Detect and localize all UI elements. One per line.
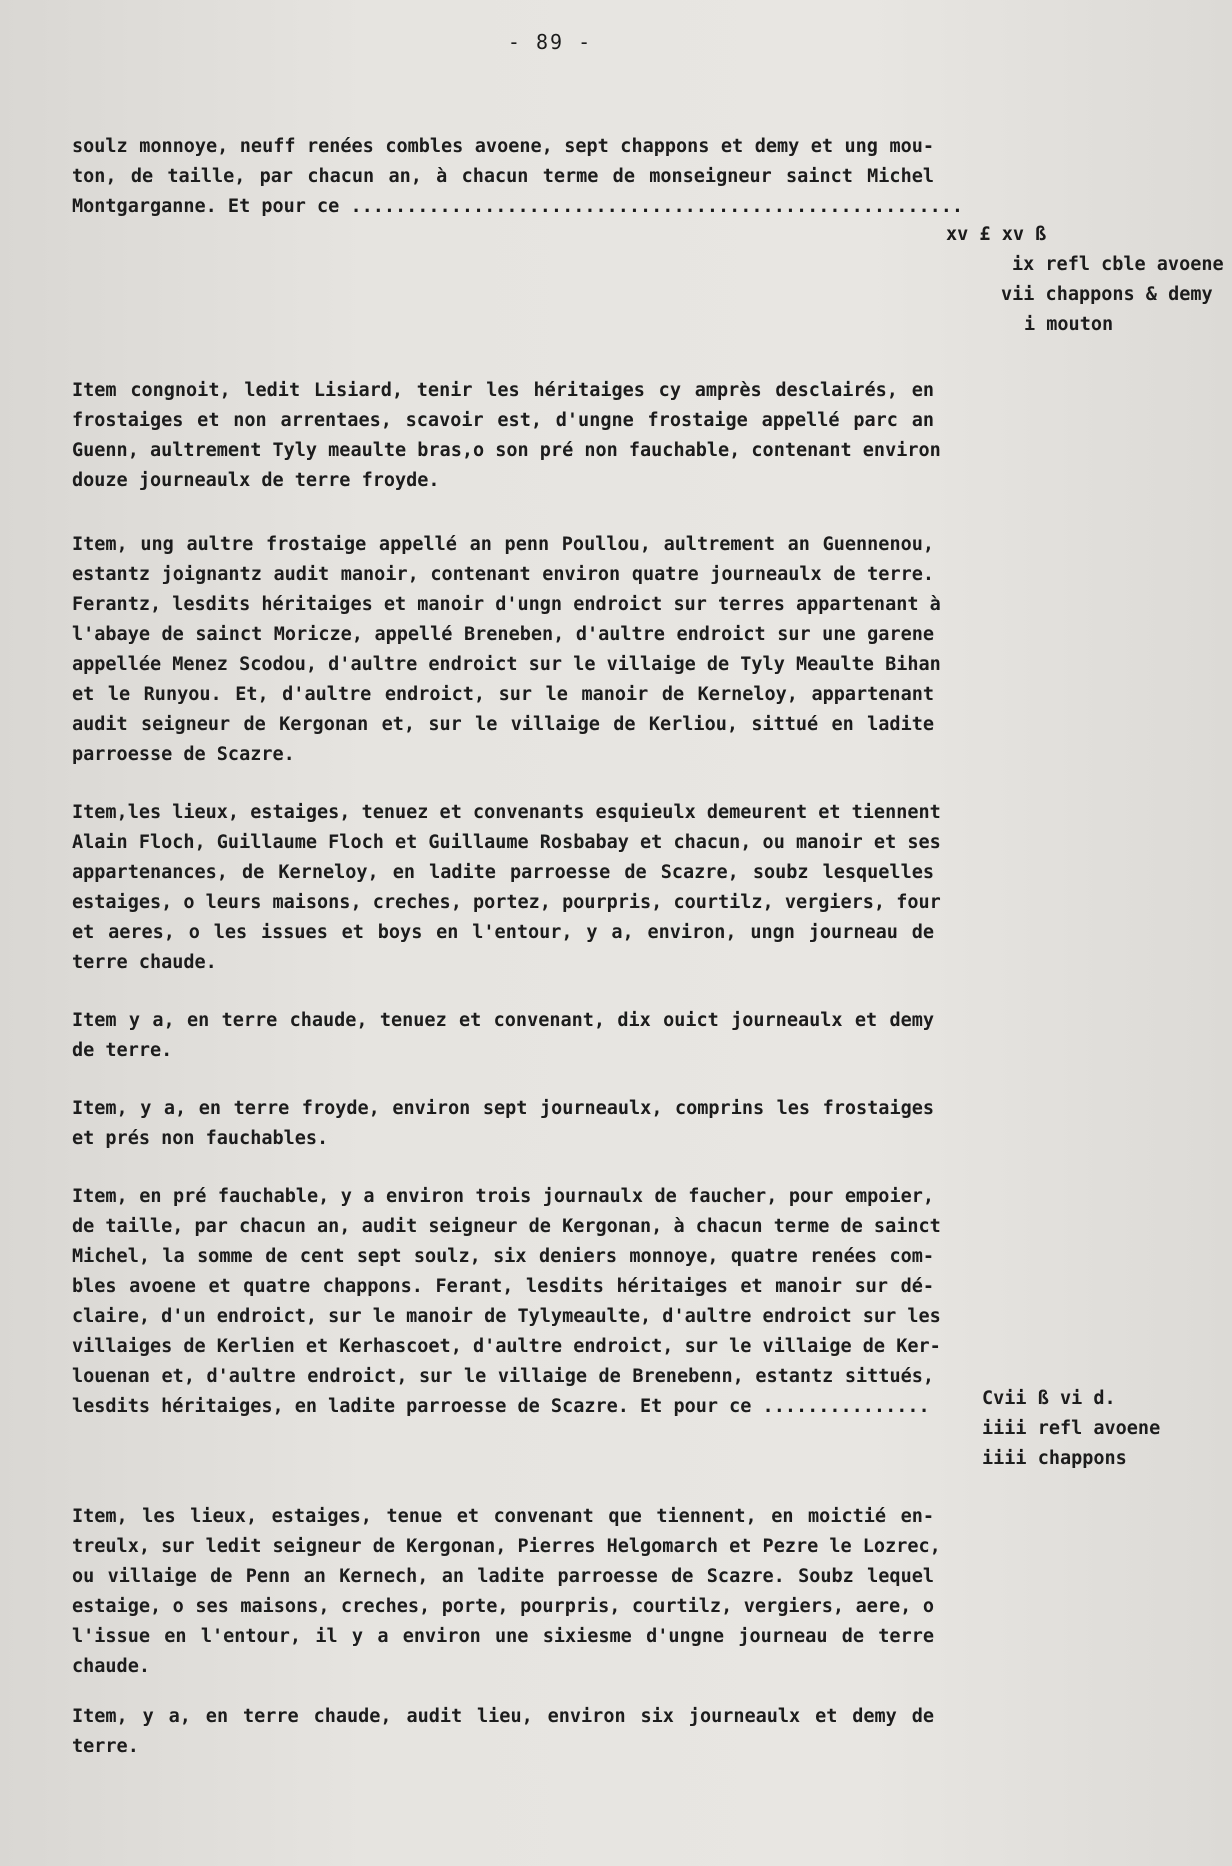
paragraph xyxy=(72,376,941,496)
text-line: l'abaye de sainct Moricze, appellé Breneben, d'aultre endroict sur une garene xyxy=(72,624,934,645)
text-line: terre chaude. xyxy=(72,952,217,973)
text-line: Item, y a, en terre chaude, audit lieu, environ six journeaulx et demy de xyxy=(72,1706,934,1727)
paragraph xyxy=(72,132,964,222)
margin-note xyxy=(982,1384,1160,1474)
paragraph xyxy=(72,1502,941,1682)
text-line: treulx, sur ledit seigneur de Kergonan, Pierres Helgomarch et Pezre le Lozrec, xyxy=(72,1536,941,1557)
page-number: - 89 - xyxy=(507,30,593,54)
text-line: estaige, o ses maisons, creches, porte, pourpris, courtilz, vergiers, aere, o xyxy=(72,1596,934,1617)
text-line: appartenances, de Kerneloy, en ladite parroesse de Scazre, soubz lesquelles xyxy=(72,862,934,883)
text-line: de taille, par chacun an, audit seigneur de Kergonan, à chacun terme de sainct xyxy=(72,1216,941,1237)
paragraph xyxy=(72,1702,934,1762)
text-line: estaiges, o leurs maisons, creches, portez, pourpris, courtilz, vergiers, four xyxy=(72,892,941,913)
margin-line: xv £ xv ß xyxy=(946,224,1047,245)
text-line: Ferantz, lesdits héritaiges et manoir d'ungn endroict sur terres appartenant à xyxy=(72,594,941,615)
text-line: Montgarganne. Et pour ce ....................................................... xyxy=(72,196,964,217)
margin-line: ix refl cble avoene xyxy=(1012,254,1224,275)
text-line: et aeres, o les issues et boys en l'entour, y a, environ, ungn journeau de xyxy=(72,922,934,943)
text-line: Item y a, en terre chaude, tenuez et convenant, dix ouict journeaulx et demy xyxy=(72,1010,934,1031)
text-line: lesdits héritaiges, en ladite parroesse de Scazre. Et pour ce ............... xyxy=(72,1396,930,1417)
text-line: Alain Floch, Guillaume Floch et Guillaume Rosbabay et chacun, ou manoir et ses xyxy=(72,832,941,853)
text-line: de terre. xyxy=(72,1040,173,1061)
text-line: soulz monnoye, neuff renées combles avoene, sept chappons et demy et ung mou- xyxy=(72,136,934,157)
text-line: douze journeaulx de terre froyde. xyxy=(72,470,440,491)
text-line: ou villaige de Penn an Kernech, an ladite parroesse de Scazre. Soubz lequel xyxy=(72,1566,934,1587)
text-line: louenan et, d'aultre endroict, sur le villaige de Brenebenn, estantz sittués, xyxy=(72,1366,934,1387)
paragraph xyxy=(72,530,941,770)
text-line: et le Runyou. Et, d'aultre endroict, sur le manoir de Kerneloy, appartenant xyxy=(72,684,934,705)
text-line: chaude. xyxy=(72,1656,150,1677)
text-line: terre. xyxy=(72,1736,139,1757)
margin-line: iiii chappons xyxy=(982,1448,1127,1469)
margin-line: vii chappons & demy xyxy=(1001,284,1213,305)
text-line: Item, y a, en terre froyde, environ sept journeaulx, comprins les frostaiges xyxy=(72,1098,934,1119)
text-line: l'issue en l'entour, il y a environ une sixiesme d'ungne journeau de terre xyxy=(72,1626,934,1647)
text-line: estantz joignantz audit manoir, contenant environ quatre journeaulx de terre. xyxy=(72,564,934,585)
margin-line: i mouton xyxy=(1024,314,1114,335)
margin-line: Cvii ß vi d. xyxy=(982,1388,1116,1409)
text-line: Guenn, aultrement Tyly meaulte bras,o son pré non fauchable, contenant environ xyxy=(72,440,941,461)
text-line: audit seigneur de Kergonan et, sur le villaige de Kerliou, sittué en ladite xyxy=(72,714,934,735)
text-line: Item, ung aultre frostaige appellé an penn Poullou, aultrement an Guennenou, xyxy=(72,534,934,555)
text-line: villaiges de Kerlien et Kerhascoet, d'aultre endroict, sur le villaige de Ker- xyxy=(72,1336,941,1357)
text-line: claire, d'un endroict, sur le manoir de Tylymeaulte, d'aultre endroict sur les xyxy=(72,1306,941,1327)
paragraph xyxy=(72,1006,934,1066)
text-line: ton, de taille, par chacun an, à chacun terme de monseigneur sainct Michel xyxy=(72,166,934,187)
paragraph xyxy=(72,1094,934,1154)
margin-note xyxy=(946,220,1224,340)
text-line: appellée Menez Scodou, d'aultre endroict sur le villaige de Tyly Meaulte Bihan xyxy=(72,654,941,675)
paragraph xyxy=(72,1182,941,1422)
paragraph xyxy=(72,798,941,978)
text-line: Michel, la somme de cent sept soulz, six deniers monnoye, quatre renées com- xyxy=(72,1246,934,1267)
text-line: Item,les lieux, estaiges, tenuez et convenants esquieulx demeurent et tiennent xyxy=(72,802,941,823)
text-line: Item, en pré fauchable, y a environ trois journaulx de faucher, pour empoier, xyxy=(72,1186,934,1207)
text-line: Item, les lieux, estaiges, tenue et convenant que tiennent, en moictié en- xyxy=(72,1506,934,1527)
margin-line: iiii refl avoene xyxy=(982,1418,1161,1439)
text-line: frostaiges et non arrentaes, scavoir est, d'ungne frostaige appellé parc an xyxy=(72,410,934,431)
text-line: parroesse de Scazre. xyxy=(72,744,295,765)
text-line: et prés non fauchables. xyxy=(72,1128,329,1149)
text-line: bles avoene et quatre chappons. Ferant, lesdits héritaiges et manoir sur dé- xyxy=(72,1276,934,1297)
text-line: Item congnoit, ledit Lisiard, tenir les héritaiges cy amprès desclairés, en xyxy=(72,380,934,401)
